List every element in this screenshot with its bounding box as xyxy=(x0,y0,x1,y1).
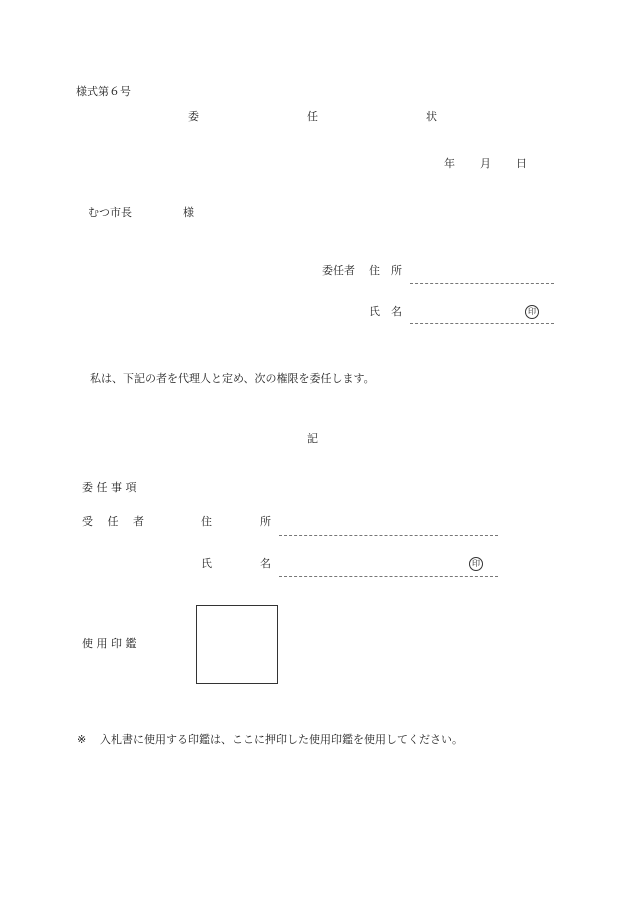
agent-address-char-1: 住 xyxy=(201,515,212,528)
agent-name-char-2: 名 xyxy=(260,557,271,570)
delegation-matters-label: 委 任 事 項 xyxy=(82,481,137,494)
agent-address-char-2: 所 xyxy=(260,515,271,528)
agent-seal-mark: 印 xyxy=(469,557,483,571)
date-day: 日 xyxy=(516,157,527,170)
agent-label: 受 任 者 xyxy=(82,515,144,528)
principal-name-label: 氏 名 xyxy=(369,305,402,318)
form-number: 様式第６号 xyxy=(76,85,131,98)
addressee-honorific: 様 xyxy=(183,206,194,219)
principal-address-label: 住 所 xyxy=(369,264,402,277)
date-month: 月 xyxy=(480,157,491,170)
note-mark: ※ xyxy=(77,733,87,746)
agent-address-field[interactable] xyxy=(279,535,498,536)
principal-address-field[interactable] xyxy=(410,283,554,284)
agent-name-char-1: 氏 xyxy=(201,557,212,570)
principal-name-field[interactable] xyxy=(410,323,554,324)
seal-stamp-box[interactable] xyxy=(196,605,278,684)
agent-name-field[interactable] xyxy=(279,576,498,577)
ki-heading: 記 xyxy=(307,432,318,445)
principal-seal-mark: 印 xyxy=(525,305,539,319)
seal-label: 使 用 印 鑑 xyxy=(82,637,137,650)
addressee-name: むつ市長 xyxy=(88,206,132,219)
title-char-1: 委 xyxy=(188,110,199,123)
delegation-statement: 私は、下記の者を代理人と定め、次の権限を委任します。 xyxy=(90,372,375,385)
title-char-2: 任 xyxy=(307,110,318,123)
principal-role: 委任者 xyxy=(322,264,355,277)
title-char-3: 状 xyxy=(426,110,437,123)
date-year: 年 xyxy=(444,157,455,170)
note-text: 入札書に使用する印鑑は、ここに押印した使用印鑑を使用してください。 xyxy=(100,733,463,746)
